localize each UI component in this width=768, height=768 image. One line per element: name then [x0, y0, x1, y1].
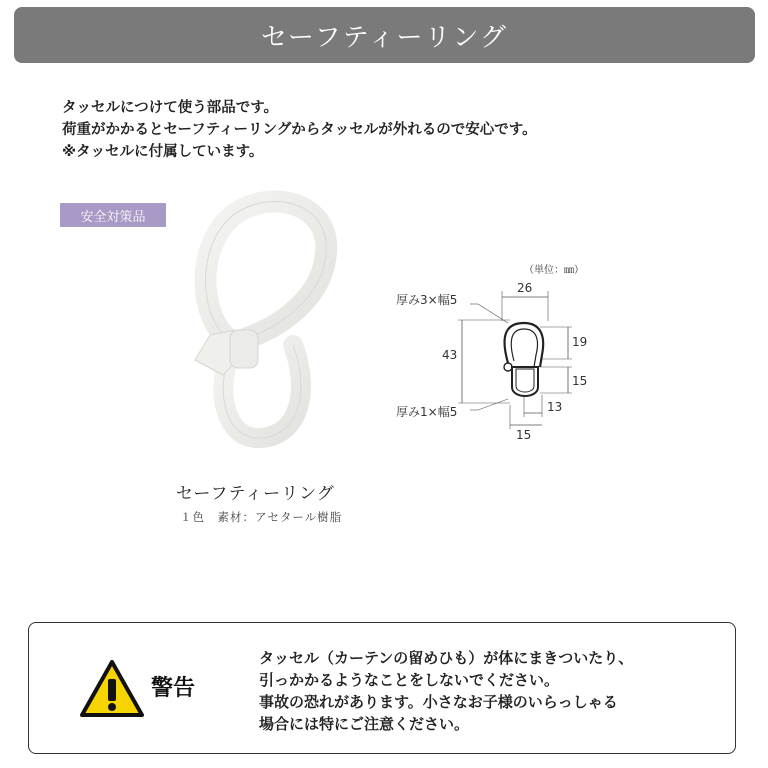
- dimension-diagram: [390, 255, 620, 455]
- product-photo: [175, 190, 345, 450]
- height-upper-value: 19: [572, 335, 588, 349]
- description: [62, 97, 537, 163]
- warning-text: [259, 647, 633, 735]
- warning-box: [28, 622, 736, 754]
- section-header: [14, 7, 755, 63]
- height-lower-value: 15: [572, 374, 588, 388]
- section-title: セーフティーリング: [260, 22, 509, 53]
- warning-line: 引っかかるようなことをしないでください。: [259, 671, 560, 689]
- warning-line: 場合には特にご注意ください。: [259, 715, 470, 733]
- thickness-bottom-label: 厚み1×幅5: [396, 405, 458, 419]
- safety-tag: 安全対策品: [60, 203, 166, 227]
- height-total-value: 43: [442, 348, 458, 362]
- description-line: 荷重がかかるとセーフティーリングからタッセルが外れるので安心です。: [62, 122, 537, 138]
- unit-label: （単位：㎜）: [524, 265, 584, 276]
- warning-line: 事故の恐れがあります。小さなお子様のいらっしゃる: [259, 693, 618, 711]
- product-meta: １色 素材：アセタール樹脂: [180, 510, 343, 524]
- thickness-top-label: 厚み3×幅5: [396, 293, 458, 307]
- product-name: セーフティーリング: [176, 484, 335, 504]
- width-mid-value: 13: [547, 400, 563, 414]
- description-line: ※タッセルに付属しています。: [62, 144, 264, 160]
- width-top-value: 26: [517, 281, 533, 295]
- warning-label: 警告: [151, 676, 196, 701]
- width-bottom-value: 15: [516, 428, 532, 442]
- warning-icon: [79, 659, 145, 719]
- description-line: タッセルにつけて使う部品です。: [62, 100, 279, 116]
- warning-line: タッセル（カーテンの留めひも）が体にまきついたり、: [259, 649, 634, 667]
